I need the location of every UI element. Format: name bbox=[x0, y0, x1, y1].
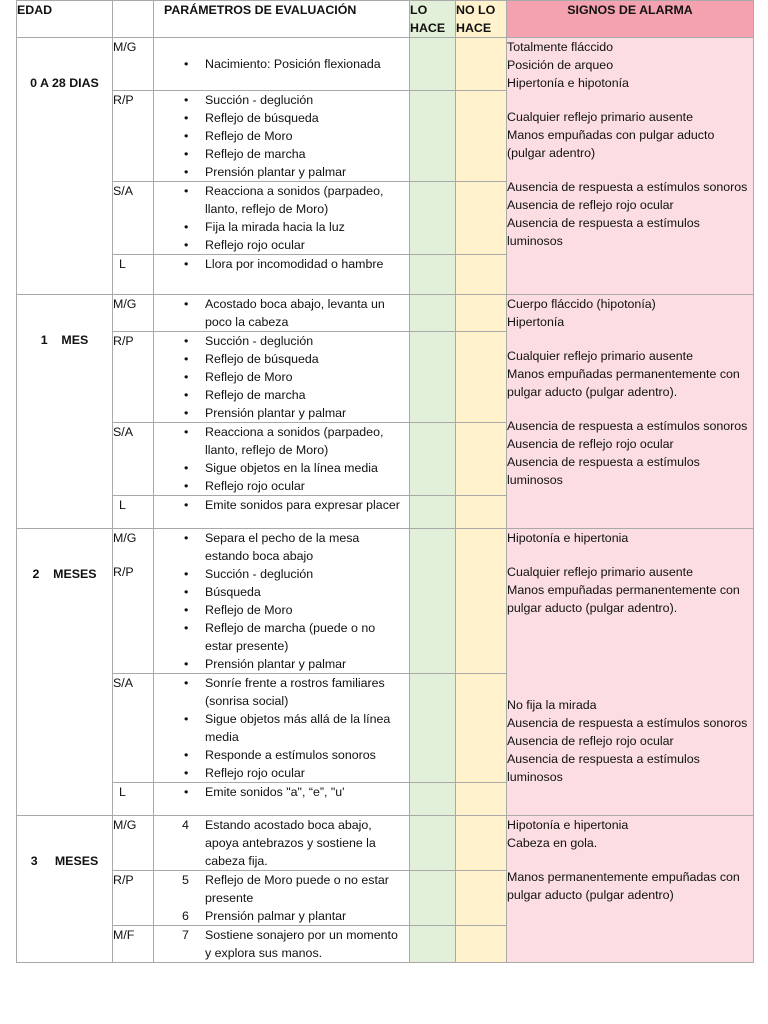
item-text: Prensión palmar y plantar bbox=[205, 909, 347, 923]
parameter-list bbox=[154, 38, 409, 73]
alarm-cell bbox=[507, 529, 754, 816]
item-number: 6 bbox=[182, 909, 189, 923]
alarm-cell bbox=[507, 295, 754, 529]
code-cell bbox=[113, 423, 154, 496]
parameter-cell bbox=[154, 529, 410, 674]
alarm-spacer bbox=[507, 852, 753, 868]
parameter-cell bbox=[154, 255, 410, 295]
parameter-list bbox=[154, 926, 409, 962]
item-text: Sostiene sonajero por un momento y explora sus manos. bbox=[205, 928, 398, 960]
code-label: M/G bbox=[113, 531, 137, 545]
alarm-line: Cualquier reflejo primario ausente bbox=[507, 109, 693, 124]
code-cell bbox=[113, 91, 154, 182]
code-cell bbox=[113, 783, 154, 816]
code-label: S/A bbox=[113, 184, 133, 198]
parameter-cell bbox=[154, 496, 410, 529]
parameter-list bbox=[154, 674, 409, 782]
alarm-line: Ausencia de respuesta a estímulos sonoros bbox=[507, 715, 748, 730]
parameter-list bbox=[154, 783, 409, 801]
alarm-spacer bbox=[507, 633, 753, 649]
lo-hace-cell[interactable] bbox=[410, 529, 456, 674]
header-lo-hace: LO HACE bbox=[410, 1, 456, 38]
alarm-spacer bbox=[507, 162, 753, 178]
code-label: L bbox=[119, 257, 126, 271]
list-item bbox=[154, 907, 409, 925]
list-item: • Prensión plantar y palmar bbox=[154, 163, 409, 181]
alarm-spacer bbox=[507, 331, 753, 347]
list-item: • Reflejo de Moro bbox=[154, 368, 409, 386]
code-label: S/A bbox=[113, 425, 133, 439]
list-item bbox=[154, 816, 409, 870]
list-item: • Sigue objetos más allá de la línea media bbox=[154, 710, 409, 746]
no-lo-hace-cell[interactable] bbox=[456, 674, 507, 783]
evaluation-table bbox=[16, 0, 754, 963]
no-lo-hace-cell[interactable] bbox=[456, 91, 507, 182]
no-lo-hace-cell[interactable] bbox=[456, 926, 507, 963]
code-label: M/G bbox=[113, 297, 137, 311]
no-lo-hace-cell[interactable] bbox=[456, 871, 507, 926]
code-label: M/F bbox=[113, 928, 135, 942]
no-lo-hace-cell[interactable] bbox=[456, 816, 507, 871]
list-item: • Nacimiento: Posición flexionada bbox=[154, 55, 409, 73]
table-row bbox=[17, 38, 754, 91]
alarm-spacer bbox=[507, 401, 753, 417]
lo-hace-cell[interactable] bbox=[410, 295, 456, 332]
age-label: 2 MESES bbox=[32, 567, 97, 581]
list-item: • Reflejo de Moro bbox=[154, 601, 409, 619]
code-cell bbox=[113, 332, 154, 423]
no-lo-hace-cell[interactable] bbox=[456, 295, 507, 332]
alarm-spacer bbox=[507, 547, 753, 563]
lo-hace-cell[interactable] bbox=[410, 255, 456, 295]
code-label: L bbox=[119, 498, 126, 512]
alarm-line: Ausencia de reflejo rojo ocular bbox=[507, 436, 674, 451]
parameter-cell bbox=[154, 38, 410, 91]
code-cell bbox=[113, 926, 154, 963]
no-lo-hace-cell[interactable] bbox=[456, 255, 507, 295]
list-item: • Sigue objetos en la línea media bbox=[154, 459, 409, 477]
alarm-line: Hipertonía e hipotonía bbox=[507, 76, 629, 90]
no-lo-hace-cell[interactable] bbox=[456, 332, 507, 423]
lo-hace-cell[interactable] bbox=[410, 423, 456, 496]
alarm-cell bbox=[507, 38, 754, 295]
alarm-line: Hipotonía e hipertonia bbox=[507, 531, 629, 545]
list-item: • Succión - deglución bbox=[154, 332, 409, 350]
alarm-spacer bbox=[507, 617, 753, 633]
table-body bbox=[17, 38, 754, 963]
age-label: 1 MES bbox=[40, 333, 89, 347]
alarm-line: Manos empuñadas con pulgar aducto (pulgar adentro) bbox=[507, 127, 715, 160]
alarm-line: Ausencia de reflejo rojo ocular bbox=[507, 197, 674, 212]
list-item: • Reflejo de marcha bbox=[154, 386, 409, 404]
item-number: 5 bbox=[182, 873, 189, 887]
code-label: M/G bbox=[113, 818, 137, 832]
code-label: L bbox=[119, 785, 126, 799]
code-cell bbox=[113, 674, 154, 783]
code-cell bbox=[113, 182, 154, 255]
parameter-cell bbox=[154, 332, 410, 423]
age-cell bbox=[17, 38, 113, 295]
list-item: • Reflejo rojo ocular bbox=[154, 236, 409, 254]
table-row bbox=[17, 529, 754, 674]
code-cell bbox=[113, 38, 154, 91]
alarm-line: Totalmente fláccido bbox=[507, 40, 614, 54]
alarm-line: Ausencia de respuesta a estímulos sonoros bbox=[507, 418, 748, 433]
list-item: • Fija la mirada hacia la luz bbox=[154, 218, 409, 236]
parameter-cell bbox=[154, 423, 410, 496]
alarm-line: Ausencia de respuesta a estímulos sonoros bbox=[507, 179, 748, 194]
code-label: R/P bbox=[113, 873, 134, 887]
list-item: • Succión - deglución bbox=[154, 91, 409, 109]
alarm-line: Cualquier reflejo primario ausente bbox=[507, 348, 693, 363]
alarm-line: Manos empuñadas permanentemente con pulgar aducto (pulgar adentro). bbox=[507, 582, 740, 615]
item-text: Estando acostado boca abajo, apoya antebrazos y sostiene la cabeza fija. bbox=[205, 818, 376, 868]
list-item: • Llora por incomodidad o hambre bbox=[154, 255, 409, 273]
parameter-cell bbox=[154, 674, 410, 783]
alarm-line: Hipotonía e hipertonia bbox=[507, 818, 629, 832]
parameter-list bbox=[154, 332, 409, 422]
code-cell bbox=[113, 496, 154, 529]
code-cell bbox=[113, 529, 154, 674]
list-item: • Prensión plantar y palmar bbox=[154, 404, 409, 422]
parameter-cell bbox=[154, 783, 410, 816]
no-lo-hace-cell[interactable] bbox=[456, 423, 507, 496]
code-label: R/P bbox=[113, 334, 134, 348]
header-code bbox=[113, 1, 154, 38]
item-number: 7 bbox=[182, 928, 189, 942]
list-item: • Reacciona a sonidos (parpadeo, llanto, reflejo de Moro) bbox=[154, 423, 409, 459]
code-cell bbox=[113, 255, 154, 295]
alarm-line: Manos permanentemente empuñadas con pulgar aducto (pulgar adentro) bbox=[507, 869, 740, 902]
list-item: • Acostado boca abajo, levanta un poco la cabeza bbox=[154, 295, 409, 331]
list-item: • Reflejo rojo ocular bbox=[154, 477, 409, 495]
code-cell bbox=[113, 816, 154, 871]
lo-hace-cell[interactable] bbox=[410, 674, 456, 783]
list-item: • Reflejo de marcha (puede o no estar presente) bbox=[154, 619, 409, 655]
no-lo-hace-cell[interactable] bbox=[456, 529, 507, 674]
no-lo-hace-cell[interactable] bbox=[456, 182, 507, 255]
list-item bbox=[154, 871, 409, 907]
parameter-list bbox=[154, 871, 409, 925]
alarm-line: Cualquier reflejo primario ausente bbox=[507, 564, 693, 579]
alarm-line: Posición de arqueo bbox=[507, 58, 614, 72]
parameter-list bbox=[154, 529, 409, 673]
alarm-line: Hipertonía bbox=[507, 315, 565, 329]
parameter-list bbox=[154, 496, 409, 514]
lo-hace-cell[interactable] bbox=[410, 496, 456, 529]
list-item: • Reflejo rojo ocular bbox=[154, 764, 409, 782]
item-number: 4 bbox=[182, 818, 189, 832]
code-label: M/G bbox=[113, 40, 137, 54]
list-item: • Reacciona a sonidos (parpadeo, llanto, reflejo de Moro) bbox=[154, 182, 409, 218]
alarm-line: Ausencia de respuesta a estímulos luminosos bbox=[507, 751, 700, 784]
parameter-cell bbox=[154, 91, 410, 182]
lo-hace-cell[interactable] bbox=[410, 91, 456, 182]
list-item: • Búsqueda bbox=[154, 583, 409, 601]
item-text: Reflejo de Moro puede o no estar presente bbox=[205, 873, 389, 905]
alarm-spacer bbox=[507, 680, 753, 696]
list-item: • Reflejo de Moro bbox=[154, 127, 409, 145]
age-label: 0 A 28 DIAS bbox=[30, 76, 99, 90]
lo-hace-cell[interactable] bbox=[410, 182, 456, 255]
no-lo-hace-cell[interactable] bbox=[456, 496, 507, 529]
list-item: • Reflejo de búsqueda bbox=[154, 350, 409, 368]
parameter-cell bbox=[154, 182, 410, 255]
header-signos-alarma: SIGNOS DE ALARMA bbox=[507, 1, 754, 38]
list-item: • Prensión plantar y palmar bbox=[154, 655, 409, 673]
alarm-line: Ausencia de respuesta a estímulos luminosos bbox=[507, 215, 700, 248]
list-item: • Reflejo de marcha bbox=[154, 145, 409, 163]
parameter-list bbox=[154, 91, 409, 181]
code-cell bbox=[113, 295, 154, 332]
lo-hace-cell[interactable] bbox=[410, 783, 456, 816]
lo-hace-cell[interactable] bbox=[410, 926, 456, 963]
header-parametros: PARÁMETROS DE EVALUACIÓN bbox=[154, 1, 410, 38]
no-lo-hace-cell[interactable] bbox=[456, 783, 507, 816]
list-item: • Emite sonidos "a", “e”, "u' bbox=[154, 783, 409, 801]
age-cell bbox=[17, 295, 113, 529]
list-item: • Emite sonidos para expresar placer bbox=[154, 496, 409, 514]
list-item: • Responde a estímulos sonoros bbox=[154, 746, 409, 764]
lo-hace-cell[interactable] bbox=[410, 816, 456, 871]
table-row bbox=[17, 295, 754, 332]
lo-hace-cell[interactable] bbox=[410, 38, 456, 91]
code-label: S/A bbox=[113, 676, 133, 690]
alarm-line: No fija la mirada bbox=[507, 697, 597, 712]
parameter-list bbox=[154, 423, 409, 495]
age-cell bbox=[17, 529, 113, 816]
alarm-spacer bbox=[507, 648, 753, 664]
list-item: • Sonríe frente a rostros familiares (sonrisa social) bbox=[154, 674, 409, 710]
code-label: R/P bbox=[113, 565, 134, 579]
no-lo-hace-cell[interactable] bbox=[456, 38, 507, 91]
lo-hace-cell[interactable] bbox=[410, 871, 456, 926]
alarm-cell bbox=[507, 816, 754, 963]
age-label: 3 MESES bbox=[30, 854, 99, 868]
parameter-list bbox=[154, 182, 409, 254]
code-label: R/P bbox=[113, 93, 134, 107]
list-item: • Succión - deglución bbox=[154, 565, 409, 583]
list-item: • Separa el pecho de la mesa estando boca abajo bbox=[154, 529, 409, 565]
list-item: • Reflejo de búsqueda bbox=[154, 109, 409, 127]
alarm-line: Manos empuñadas permanentemente con pulgar aducto (pulgar adentro). bbox=[507, 366, 740, 399]
header-no-lo-hace: NO LO HACE bbox=[456, 1, 507, 38]
code-cell bbox=[113, 871, 154, 926]
parameter-cell bbox=[154, 926, 410, 963]
parameter-cell bbox=[154, 816, 410, 871]
header-row bbox=[17, 1, 754, 38]
alarm-line: Cuerpo fláccido (hipotonía) bbox=[507, 297, 656, 311]
parameter-list bbox=[154, 295, 409, 331]
table-row bbox=[17, 816, 754, 871]
parameter-cell bbox=[154, 295, 410, 332]
alarm-spacer bbox=[507, 664, 753, 680]
lo-hace-cell[interactable] bbox=[410, 332, 456, 423]
parameter-list bbox=[154, 816, 409, 870]
parameter-cell bbox=[154, 871, 410, 926]
list-item bbox=[154, 926, 409, 962]
alarm-line: Ausencia de respuesta a estímulos luminosos bbox=[507, 454, 700, 487]
alarm-spacer bbox=[507, 92, 753, 108]
parameter-list bbox=[154, 255, 409, 273]
header-edad: EDAD bbox=[17, 1, 113, 38]
age-cell bbox=[17, 816, 113, 963]
alarm-line: Ausencia de reflejo rojo ocular bbox=[507, 733, 674, 748]
alarm-line: Cabeza en gola. bbox=[507, 836, 598, 850]
